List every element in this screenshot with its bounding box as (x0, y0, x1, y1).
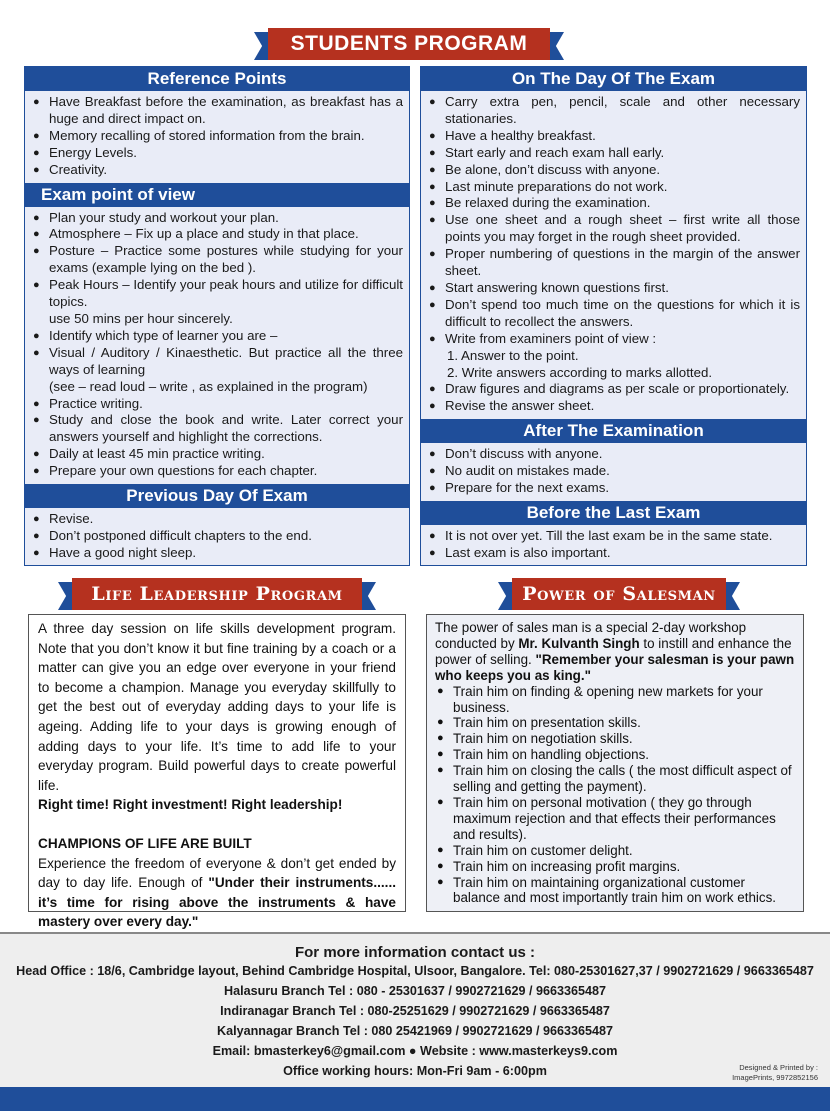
life-leadership-title: Life Leadership Program (72, 578, 362, 610)
list-item: ● Have Breakfast before the examination, as breakfast has a huge and direct impact on. (33, 94, 403, 128)
salesman-intro-a: The power of sales man is a special 2-day workshop conducted by (435, 620, 747, 651)
exam-day-heading: On The Day Of The Exam (421, 67, 806, 91)
list-item: ● Last exam is also important. (429, 545, 800, 562)
list-item: ● Memory recalling of stored information from the brain. (33, 128, 403, 145)
list-item: ● Prepare for the next exams. (429, 480, 800, 497)
list-item: ● Carry extra pen, pencil, scale and other necessary stationaries. (429, 94, 800, 128)
reference-points-list (25, 91, 409, 183)
list-item: ● Last minute preparations do not work. (429, 179, 800, 196)
list-item: ● Draw figures and diagrams as per scale or proportionately. (429, 381, 800, 398)
email-website-line: Email: bmasterkey6@gmail.com ● Website : www.masterkeys9.com (212, 1044, 618, 1058)
examiner-view-step-1: 1. Answer to the point. (447, 347, 579, 363)
list-item: ● Practice writing. (33, 396, 403, 413)
list-item: ● Train him on maintaining organizational customer balance and most importantly train him on work ethics. (435, 875, 795, 907)
before-last-exam-list (421, 525, 806, 566)
list-item: ● Start early and reach exam hall early. (429, 145, 800, 162)
salesman-quote: "Remember your salesman is your pawn who keeps you as king." (435, 651, 795, 683)
list-item: ● Prepare your own questions for each chapter. (33, 463, 403, 480)
indiranagar-branch-line: Indiranagar Branch Tel : 080-25251629 / 9902721629 / 9663365487 (220, 1004, 610, 1018)
learning-styles-subtext: (see – read loud – write , as explained in the program) (49, 378, 368, 394)
list-item: ● Don’t postponed difficult chapters to the end. (33, 528, 403, 545)
list-item (33, 345, 403, 396)
before-last-exam-heading: Before the Last Exam (421, 501, 806, 525)
examiner-view-text: Write from examiners point of view : (445, 330, 657, 346)
previous-day-list (25, 508, 409, 566)
list-item: ● Creativity. (33, 162, 403, 179)
list-item: ● Energy Levels. (33, 145, 403, 162)
life-leadership-quote: "Under their instruments...... it’s time for rising above the instruments & have mastery over every day." (38, 875, 396, 930)
head-office-line: Head Office : 18/6, Cambridge layout, Behind Cambridge Hospital, Ulsoor, Bangalore. Tel: 080-25301627,37 / 9902721629 / 9663365487 (16, 964, 814, 978)
list-item: ● Proper numbering of questions in the margin of the answer sheet. (429, 246, 800, 280)
list-item: ● Train him on increasing profit margins. (435, 859, 795, 875)
list-item: ● Train him on finding & opening new markets for your business. (435, 684, 795, 716)
credit-line-1: Designed & Printed by : (739, 1063, 818, 1072)
contact-footer (0, 932, 830, 1111)
list-item: ● Use one sheet and a rough sheet – first write all those points you may forget in the rough sheet provided. (429, 212, 800, 246)
list-item: ● Don’t discuss with anyone. (429, 446, 800, 463)
students-program-title: STUDENTS PROGRAM (268, 28, 550, 60)
bottom-bar (0, 1087, 830, 1111)
list-item: ● It is not over yet. Till the last exam be in the same state. (429, 528, 800, 545)
list-item (33, 277, 403, 328)
list-item: ● Don’t spend too much time on the questions for which it is difficult to recollect the answers. (429, 297, 800, 331)
right-panel (420, 66, 807, 566)
list-item: ● Train him on presentation skills. (435, 715, 795, 731)
power-of-salesman-title: Power of Salesman (512, 578, 726, 610)
list-item: ● Have a healthy breakfast. (429, 128, 800, 145)
designer-credit (732, 1063, 818, 1083)
left-panel (24, 66, 410, 566)
salesman-intro-b: to instill and enhance the power of selling. (435, 635, 792, 667)
power-of-salesman-box (426, 614, 804, 912)
list-item: ● Revise. (33, 511, 403, 528)
contact-title: For more information contact us : (294, 944, 535, 961)
list-item: ● Have a good night sleep. (33, 545, 403, 562)
life-leadership-intro: A three day session on life skills development program. Note that you don’t know it but fine training by a coach or a matter can give you an edge over everyone in your friend to become a champion. Manage you everyday skillfully to get the best out of everyday adding days to your life is ageing. Adding life to your days is growing enough of adding days to your life. It’s time to add life to your everyday program. Build powerful days to create powerful life. (38, 621, 396, 793)
peak-hours-text: Peak Hours – Identify your peak hours and utilize for difficult topics. (49, 277, 403, 310)
list-item: ● Identify which type of learner you are – (33, 328, 403, 345)
salesman-trainer: Mr. Kulvanth Singh (518, 635, 640, 651)
list-item: ● No audit on mistakes made. (429, 463, 800, 480)
list-item: ● Daily at least 45 min practice writing. (33, 446, 403, 463)
office-hours-line: Office working hours: Mon-Fri 9am - 6:00pm (283, 1064, 547, 1078)
list-item: ● Train him on negotiation skills. (435, 731, 795, 747)
examiner-view-step-2: 2. Write answers according to marks allotted. (447, 364, 713, 380)
peak-hours-subtext: use 50 mins per hour sincerely. (49, 310, 233, 326)
life-leadership-closing: Experience the freedom of everyone & don’t get ended by day to day life. Enough of (38, 855, 396, 891)
halasuru-branch-line: Halasuru Branch Tel : 080 - 25301637 / 9902721629 / 9663365487 (223, 984, 607, 998)
exam-point-of-view-list (25, 207, 409, 485)
list-item: ● Revise the answer sheet. (429, 398, 800, 415)
after-exam-heading: After The Examination (421, 419, 806, 443)
previous-day-heading: Previous Day Of Exam (25, 484, 409, 508)
champions-heading: CHAMPIONS OF LIFE ARE BUILT (38, 835, 252, 851)
list-item: ● Study and close the book and write. Later correct your answers yourself and highlight the corrections. (33, 412, 403, 446)
reference-points-heading: Reference Points (25, 67, 409, 91)
exam-day-list (421, 91, 806, 419)
list-item: ● Atmosphere – Fix up a place and study in that place. (33, 226, 403, 243)
credit-line-2: ImagePrints, 9972852156 (732, 1073, 818, 1082)
list-item (429, 331, 800, 382)
list-item: ● Train him on personal motivation ( they go through maximum rejection and that effects their performances and results). (435, 795, 795, 843)
list-item: ● Be alone, don’t discuss with anyone. (429, 162, 800, 179)
list-item: ● Posture – Practice some postures while studying for your exams (example lying on the bed ). (33, 243, 403, 277)
list-item: ● Be relaxed during the examination. (429, 195, 800, 212)
life-leadership-box (28, 614, 406, 930)
life-leadership-tagline: Right time! Right investment! Right leadership! (38, 797, 343, 813)
kalyannagar-branch-line: Kalyannagar Branch Tel : 080 25421969 / 9902721629 / 9663365487 (216, 1024, 614, 1038)
learning-styles-text: Visual / Auditory / Kinaesthetic. But practice all the three ways of learning (49, 344, 403, 377)
list-item: ● Train him on customer delight. (435, 843, 795, 859)
list-item: ● Start answering known questions first. (429, 280, 800, 297)
list-item: ● Train him on closing the calls ( the most difficult aspect of selling and getting the payment). (435, 763, 795, 795)
exam-point-of-view-heading: Exam point of view (25, 183, 409, 207)
salesman-list (435, 684, 795, 907)
after-exam-list (421, 443, 806, 501)
list-item: ● Plan your study and workout your plan. (33, 210, 403, 227)
list-item: ● Train him on handling objections. (435, 747, 795, 763)
